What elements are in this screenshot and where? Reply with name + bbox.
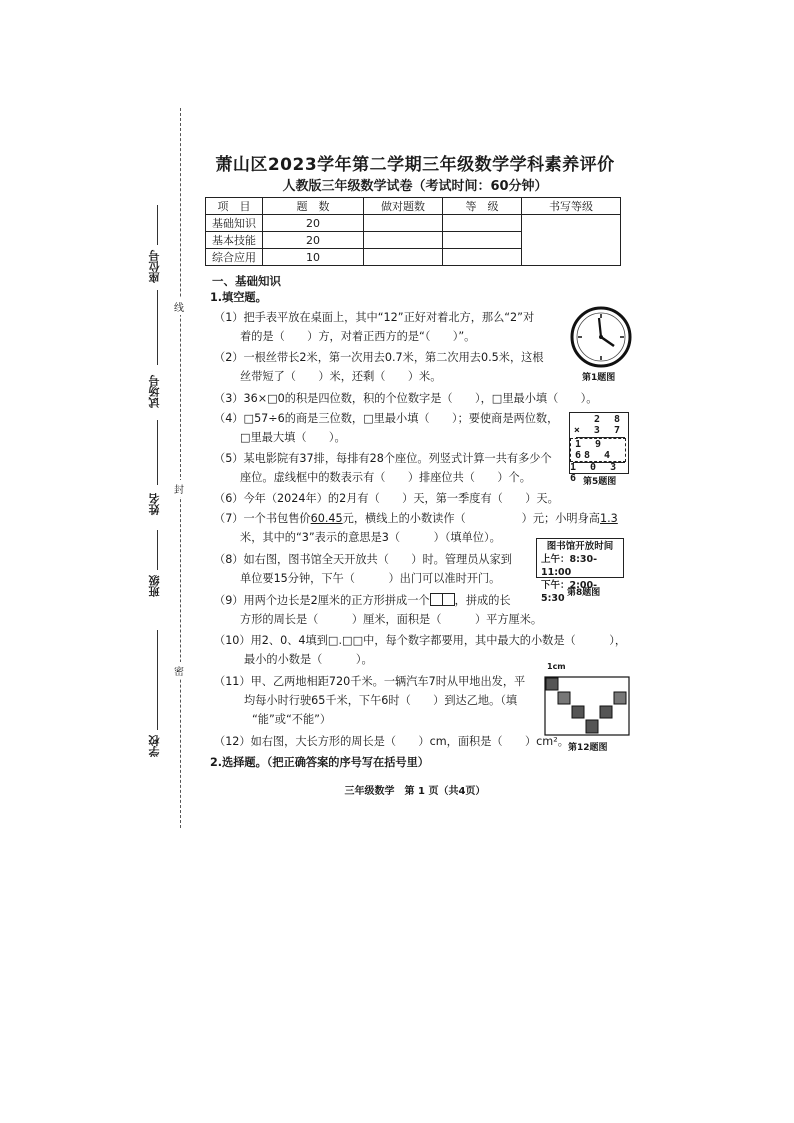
grade-cell[interactable] — [443, 249, 522, 266]
question-6: （6）今年（2024年）的2月有（ ）天，第一季度有（ ）天。 — [214, 492, 559, 505]
seat-number-line — [157, 205, 158, 245]
seat-number-label: 座位号 — [148, 250, 161, 283]
part-fill-blank: 1.填空题。 — [210, 291, 267, 304]
row-item: 基础知识 — [206, 215, 263, 232]
header-grade: 等 级 — [443, 198, 522, 215]
writing-grade-cell[interactable] — [522, 215, 621, 266]
question-5-line-2: 座位。虚线框中的数表示有（ ）排座位共（ ）个。 — [240, 471, 531, 484]
grade-cell[interactable] — [443, 232, 522, 249]
question-2-line-1: （2）一根丝带长2米，第一次用去0.7米，第二次用去0.5米，这根 — [214, 351, 544, 364]
score-table — [205, 197, 621, 266]
binding-word-seal: 封 — [174, 480, 184, 497]
school-line — [157, 630, 158, 730]
binding-word-line: 线 — [174, 298, 184, 315]
name-label: 姓名 — [148, 493, 161, 515]
figure-5-caption: 第5题图 — [583, 477, 617, 487]
question-7-line-1 — [214, 509, 618, 529]
header-writing-grade: 书写等级 — [522, 198, 621, 215]
question-11-line-3: “能”或“不能”） — [252, 713, 332, 726]
question-9-line-2: 方形的周长是（ ）厘米，面积是（ ）平方厘米。 — [240, 613, 543, 626]
question-8-line-2: 单位要15分钟，下午（ ）出门可以准时开门。 — [240, 572, 501, 585]
question-7-text-mid: 元，横线上的小数读作（ ）元；小明身高 — [342, 512, 600, 525]
header-item: 项 目 — [206, 198, 263, 215]
question-1-line-2: 着的是（ ）方，对着正西方的是“（ ）”。 — [240, 330, 476, 343]
grid-rectangle-figure — [544, 676, 630, 738]
figure-12-unit: 1cm — [547, 662, 566, 671]
figure-1-caption: 第1题图 — [582, 373, 616, 383]
question-10-line-1: （10）用2、0、4填到□.□□中，每个数字都要用，其中最大的小数是（ ）， — [214, 634, 627, 647]
library-hours-am: 上午：8:30-11:00 — [541, 554, 598, 578]
section-heading: 一、基础知识 — [212, 274, 281, 288]
table-row — [206, 215, 621, 232]
question-9-line-1 — [214, 591, 511, 611]
row-item: 基本技能 — [206, 232, 263, 249]
figure-12-caption: 第12题图 — [568, 743, 608, 753]
calc-row: 1 0 3 6 — [570, 462, 621, 484]
exam-subtitle: 人教版三年级数学试卷（考试时间：60分钟） — [282, 179, 548, 194]
question-7-line-2: 米，其中的“3”表示的意思是3（ ）（填单位）。 — [240, 531, 501, 544]
exam-room-label: 试场号 — [148, 375, 161, 408]
calc-row: 2 8 — [593, 414, 624, 425]
correct-cell[interactable] — [364, 215, 443, 232]
library-hours-title: 图书馆开放时间 — [546, 541, 614, 552]
correct-cell[interactable] — [364, 249, 443, 266]
header-correct: 做对题数 — [364, 198, 443, 215]
question-2-line-2: 丝带短了（ ）米，还剩（ ）米。 — [240, 370, 442, 383]
binding-dashed-line — [180, 108, 181, 828]
question-5-line-1: （5）某电影院有37排，每排有28个座位。列竖式计算一共有多少个 — [214, 452, 552, 465]
question-3: （3）36×□0的积是四位数，积的个位数字是（ ），□里最小填（ ）。 — [214, 392, 598, 405]
figure-8-caption: 第8题图 — [567, 588, 601, 598]
question-1-line-1: （1）把手表平放在桌面上，其中“12”正好对着北方，那么“2”对 — [214, 311, 535, 324]
question-7-text-pre: （7）一个书包售价 — [214, 512, 311, 525]
calc-row: × 3 7 — [573, 425, 624, 436]
square-icon — [442, 593, 455, 606]
exam-room-line — [157, 290, 158, 365]
clock-figure — [570, 306, 632, 368]
question-9-text-post: ，拼成的长 — [454, 594, 511, 607]
library-hours-pm: 下午：2:00-5:30 — [541, 580, 598, 604]
grade-cell[interactable] — [443, 215, 522, 232]
name-line — [157, 420, 158, 485]
calc-row: 8 4 — [583, 450, 614, 461]
bag-price-value: 60.45 — [310, 512, 343, 525]
row-count: 20 — [263, 232, 364, 249]
question-11-line-1: （11）甲、乙两地相距720千米。一辆汽车7时从甲地出发，平 — [214, 675, 526, 688]
correct-cell[interactable] — [364, 232, 443, 249]
exam-title: 萧山区2023学年第二学期三年级数学学科素养评价 — [215, 155, 615, 175]
part-multiple-choice: 2.选择题。（把正确答案的序号写在括号里） — [210, 756, 429, 769]
class-label: 班级 — [148, 575, 161, 597]
score-table-header — [206, 198, 621, 215]
question-8-line-1: （8）如右图，图书馆全天开放共（ ）时。管理员从家到 — [214, 553, 512, 566]
row-item: 综合应用 — [206, 249, 263, 266]
row-count: 10 — [263, 249, 364, 266]
question-11-line-2: 均每小时行驶65千米，下午6时（ ）到达乙地。（填 — [244, 694, 518, 707]
page-footer: 三年级数学 第 1 页（共4页） — [344, 786, 486, 797]
question-9-text-pre: （9）用两个边长是2厘米的正方形拼成一个 — [214, 594, 430, 607]
question-4-line-2: □里最大填（ ）。 — [240, 431, 346, 444]
class-line — [157, 530, 158, 570]
calc-row-dashed: 1 9 6 — [570, 438, 626, 462]
question-12: （12）如右图，大长方形的周长是（ ）cm，面积是（ ）cm²。 — [214, 735, 569, 748]
school-label: 学校 — [148, 735, 161, 757]
header-count: 题 数 — [263, 198, 364, 215]
height-value: 1.3 — [599, 512, 618, 525]
row-count: 20 — [263, 215, 364, 232]
binding-word-secret: 密 — [174, 662, 184, 679]
question-4-line-1: （4）□57÷6的商是三位数，□里最小填（ ）；要使商是两位数， — [214, 412, 559, 425]
question-10-line-2: 最小的小数是（ ）。 — [244, 653, 373, 666]
